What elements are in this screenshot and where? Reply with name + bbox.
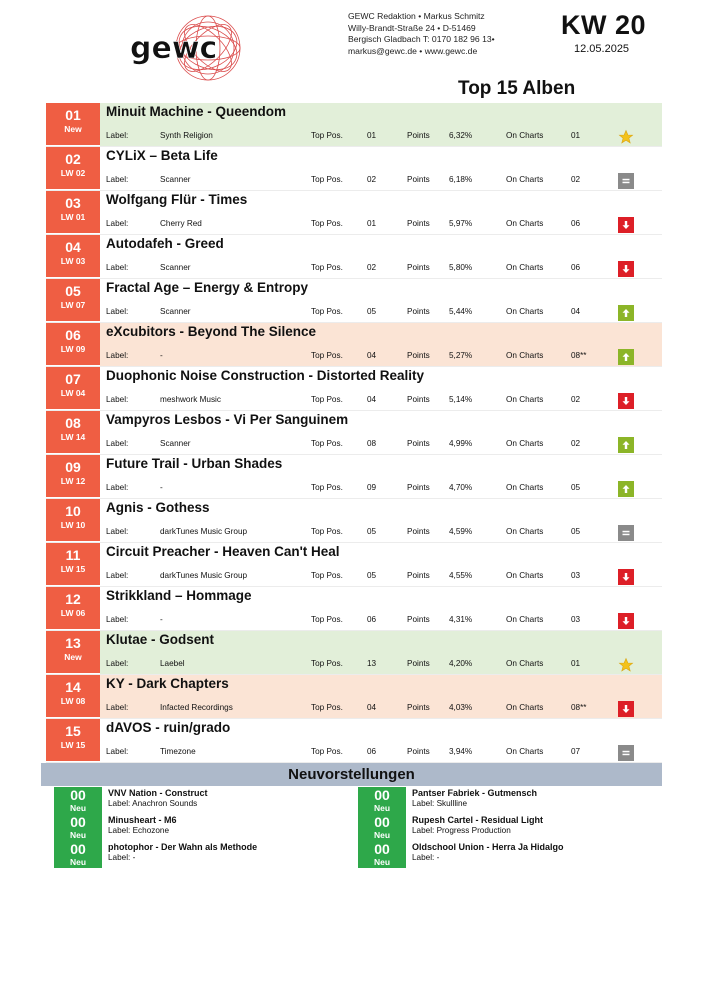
- album-title: Duophonic Noise Construction - Distorted Reality: [106, 368, 425, 383]
- points-value: 5,14%: [449, 395, 473, 404]
- star-icon: [618, 129, 634, 145]
- entry-body: [100, 543, 662, 586]
- rank-badge: [46, 323, 100, 366]
- points-value: 6,32%: [449, 131, 473, 140]
- new-release-label: Label: Progress Production: [412, 826, 511, 835]
- on-charts-caption: On Charts: [506, 307, 544, 316]
- rank-number: 13: [65, 635, 81, 651]
- on-charts-value: 05: [571, 527, 581, 536]
- points-value: 3,94%: [449, 747, 473, 756]
- on-charts-caption: On Charts: [506, 571, 544, 580]
- new-release-label: Label: Skullline: [412, 799, 468, 808]
- record-label: Laebel: [160, 659, 185, 668]
- points-value: 5,97%: [449, 219, 473, 228]
- entry-body: [100, 499, 662, 542]
- on-charts-caption: On Charts: [506, 263, 544, 272]
- last-week: LW 08: [60, 696, 86, 706]
- on-charts-caption: On Charts: [506, 703, 544, 712]
- label-caption: Label:: [106, 483, 129, 492]
- new-release-label: Label: -: [108, 853, 136, 862]
- rank-badge: [46, 455, 100, 498]
- album-title: Vampyros Lesbos - Vi Per Sanguinem: [106, 412, 349, 427]
- album-title: KY - Dark Chapters: [106, 676, 229, 691]
- neu-caption: Neu: [373, 830, 391, 840]
- label-caption: Label:: [106, 219, 129, 228]
- points-caption: Points: [407, 703, 430, 712]
- entry-body: [100, 191, 662, 234]
- last-week: LW 12: [60, 476, 86, 486]
- points-caption: Points: [407, 483, 430, 492]
- entry-body: [100, 411, 662, 454]
- record-label: Infacted Recordings: [160, 703, 233, 712]
- entry-body: [100, 675, 662, 718]
- last-week: LW 15: [60, 740, 86, 750]
- arrow-down-icon: [618, 393, 634, 409]
- new-release-item: [54, 814, 344, 841]
- entry-body: [100, 103, 662, 146]
- chart-row: [46, 719, 662, 763]
- neu-caption: Neu: [69, 803, 87, 813]
- top-pos-value: 13: [367, 659, 377, 668]
- new-release-title: Pantser Fabriek - Gutmensch: [412, 788, 538, 798]
- chart-date: 12.05.2025: [574, 43, 630, 55]
- points-value: 4,59%: [449, 527, 473, 536]
- label-caption: Label:: [106, 395, 129, 404]
- points-caption: Points: [407, 439, 430, 448]
- album-title: Fractal Age – Energy & Entropy: [106, 280, 309, 295]
- record-label: meshwork Music: [160, 395, 221, 404]
- points-caption: Points: [407, 747, 430, 756]
- on-charts-value: 08**: [571, 703, 587, 712]
- album-title: Klutae - Godsent: [106, 632, 215, 647]
- record-label: Scanner: [160, 307, 191, 316]
- points-caption: Points: [407, 351, 430, 360]
- points-caption: Points: [407, 263, 430, 272]
- new-release-label: Label: Anachron Sounds: [108, 799, 198, 808]
- rank-number: 02: [65, 151, 81, 167]
- on-charts-caption: On Charts: [506, 659, 544, 668]
- on-charts-value: 05: [571, 483, 581, 492]
- arrow-up-icon: [618, 437, 634, 453]
- rank-badge: [46, 719, 100, 762]
- album-title: Circuit Preacher - Heaven Can't Heal: [106, 544, 340, 559]
- album-title: CYLiX – Beta Life: [106, 148, 218, 163]
- on-charts-value: 07: [571, 747, 581, 756]
- contact-line: markus@gewc.de • www.gewc.de: [348, 45, 478, 56]
- rank-number: 04: [65, 239, 81, 255]
- album-title: Minuit Machine - Queendom: [106, 104, 287, 119]
- neu-caption: Neu: [373, 857, 391, 867]
- top-pos-value: 09: [367, 483, 377, 492]
- logo-text: gewc: [130, 31, 218, 66]
- points-value: 5,44%: [449, 307, 473, 316]
- record-label: Scanner: [160, 439, 191, 448]
- chart-row: [46, 323, 662, 367]
- neu-badge: [358, 787, 406, 814]
- points-value: 5,27%: [449, 351, 473, 360]
- on-charts-value: 01: [571, 659, 581, 668]
- last-week: LW 03: [60, 256, 86, 266]
- on-charts-value: 06: [571, 263, 581, 272]
- entry-body: [100, 631, 662, 674]
- last-week: New: [64, 124, 82, 134]
- contact-line: GEWC Redaktion • Markus Schmitz: [348, 11, 485, 21]
- last-week: New: [64, 652, 82, 662]
- new-release-item: [358, 814, 648, 841]
- entry-body: [100, 455, 662, 498]
- album-title: dAVOS - ruin/grado: [106, 720, 231, 735]
- points-value: 4,31%: [449, 615, 473, 624]
- on-charts-caption: On Charts: [506, 131, 544, 140]
- star-icon: [618, 657, 634, 673]
- record-label: Timezone: [160, 747, 196, 756]
- rank-number: 11: [65, 547, 81, 563]
- rank-number: 01: [65, 107, 81, 123]
- rank-number: 09: [65, 459, 81, 475]
- points-caption: Points: [407, 175, 430, 184]
- album-title: Agnis - Gothess: [106, 500, 210, 515]
- on-charts-value: 01: [571, 131, 581, 140]
- neu-number: 00: [70, 787, 86, 803]
- rank-badge: [46, 631, 100, 674]
- new-release-label: Label: Echozone: [108, 826, 169, 835]
- entry-body: [100, 323, 662, 366]
- top-pos-value: 06: [367, 747, 377, 756]
- label-caption: Label:: [106, 131, 129, 140]
- chart-row: [46, 191, 662, 235]
- new-release-title: Oldschool Union - Herra Ja Hidalgo: [412, 842, 564, 852]
- arrow-down-icon: [618, 701, 634, 717]
- top-pos-caption: Top Pos.: [311, 307, 343, 316]
- album-chart: [46, 103, 662, 763]
- rank-badge: [46, 543, 100, 586]
- equal-icon: [618, 173, 634, 189]
- top-pos-caption: Top Pos.: [311, 615, 343, 624]
- arrow-down-icon: [618, 613, 634, 629]
- points-caption: Points: [407, 307, 430, 316]
- rank-number: 06: [65, 327, 81, 343]
- chart-row: [46, 543, 662, 587]
- chart-row: [46, 455, 662, 499]
- label-caption: Label:: [106, 439, 129, 448]
- neu-number: 00: [70, 841, 86, 857]
- new-release-item: [358, 787, 648, 814]
- gewc-logo: [128, 12, 246, 84]
- chart-row: [46, 235, 662, 279]
- equal-icon: [618, 525, 634, 541]
- new-release-title: Minusheart - M6: [108, 815, 177, 825]
- rank-number: 14: [65, 679, 81, 695]
- on-charts-value: 02: [571, 395, 581, 404]
- record-label: Cherry Red: [160, 219, 202, 228]
- top-pos-caption: Top Pos.: [311, 131, 343, 140]
- record-label: -: [160, 351, 163, 360]
- top-pos-caption: Top Pos.: [311, 571, 343, 580]
- on-charts-value: 02: [571, 175, 581, 184]
- rank-badge: [46, 499, 100, 542]
- chart-row: [46, 279, 662, 323]
- points-caption: Points: [407, 527, 430, 536]
- rank-badge: [46, 103, 100, 146]
- top-pos-value: 08: [367, 439, 377, 448]
- top-pos-value: 04: [367, 703, 377, 712]
- on-charts-caption: On Charts: [506, 527, 544, 536]
- chart-row: [46, 103, 662, 147]
- arrow-down-icon: [618, 217, 634, 233]
- top-pos-caption: Top Pos.: [311, 483, 343, 492]
- on-charts-value: 08**: [571, 351, 587, 360]
- rank-number: 07: [65, 371, 81, 387]
- label-caption: Label:: [106, 571, 129, 580]
- top-pos-caption: Top Pos.: [311, 659, 343, 668]
- rank-badge: [46, 587, 100, 630]
- rank-badge: [46, 279, 100, 322]
- neu-caption: Neu: [373, 803, 391, 813]
- album-title: eXcubitors - Beyond The Silence: [106, 324, 317, 339]
- last-week: LW 04: [60, 388, 86, 398]
- record-label: darkTunes Music Group: [160, 527, 248, 536]
- last-week: LW 14: [60, 432, 86, 442]
- new-release-item: [358, 841, 648, 868]
- arrow-up-icon: [618, 481, 634, 497]
- new-release-item: [54, 787, 344, 814]
- neu-badge: [54, 787, 102, 814]
- points-value: 5,80%: [449, 263, 473, 272]
- top-pos-value: 02: [367, 175, 377, 184]
- contact-line: Bergisch Gladbach T: 0170 182 96 13•: [348, 34, 495, 44]
- label-caption: Label:: [106, 703, 129, 712]
- points-caption: Points: [407, 659, 430, 668]
- arrow-down-icon: [618, 261, 634, 277]
- label-caption: Label:: [106, 175, 129, 184]
- chart-heading: Top 15 Alben: [458, 78, 576, 99]
- points-value: 4,20%: [449, 659, 473, 668]
- top-pos-value: 04: [367, 395, 377, 404]
- entry-body: [100, 279, 662, 322]
- album-title: Wolfgang Flür - Times: [106, 192, 248, 207]
- arrow-down-icon: [618, 569, 634, 585]
- on-charts-caption: On Charts: [506, 439, 544, 448]
- top-pos-value: 05: [367, 527, 377, 536]
- points-caption: Points: [407, 219, 430, 228]
- rank-badge: [46, 191, 100, 234]
- points-value: 4,03%: [449, 703, 473, 712]
- arrow-up-icon: [618, 349, 634, 365]
- top-pos-caption: Top Pos.: [311, 263, 343, 272]
- equal-icon: [618, 745, 634, 761]
- new-release-title: photophor - Der Wahn als Methode: [108, 842, 258, 852]
- rank-number: 03: [65, 195, 81, 211]
- points-caption: Points: [407, 131, 430, 140]
- on-charts-value: 02: [571, 439, 581, 448]
- top-pos-caption: Top Pos.: [311, 351, 343, 360]
- chart-row: [46, 411, 662, 455]
- neu-badge: [54, 814, 102, 841]
- chart-row: [46, 367, 662, 411]
- last-week: LW 09: [60, 344, 86, 354]
- record-label: Synth Religion: [160, 131, 213, 140]
- arrow-up-icon: [618, 305, 634, 321]
- points-value: 6,18%: [449, 175, 473, 184]
- new-release-item: [54, 841, 344, 868]
- record-label: -: [160, 615, 163, 624]
- neu-caption: Neu: [69, 830, 87, 840]
- on-charts-caption: On Charts: [506, 351, 544, 360]
- contact-block: [348, 11, 495, 57]
- chart-row: [46, 675, 662, 719]
- on-charts-value: 03: [571, 615, 581, 624]
- neu-caption: Neu: [69, 857, 87, 867]
- on-charts-value: 04: [571, 307, 581, 316]
- points-caption: Points: [407, 571, 430, 580]
- on-charts-caption: On Charts: [506, 175, 544, 184]
- record-label: Scanner: [160, 263, 191, 272]
- entry-body: [100, 367, 662, 410]
- on-charts-caption: On Charts: [506, 747, 544, 756]
- top-pos-caption: Top Pos.: [311, 527, 343, 536]
- rank-badge: [46, 367, 100, 410]
- rank-badge: [46, 147, 100, 190]
- record-label: darkTunes Music Group: [160, 571, 248, 580]
- neu-number: 00: [374, 814, 390, 830]
- neu-badge: [54, 841, 102, 868]
- points-caption: Points: [407, 395, 430, 404]
- rank-badge: [46, 411, 100, 454]
- last-week: LW 10: [60, 520, 86, 530]
- rank-number: 15: [65, 723, 81, 739]
- entry-body: [100, 147, 662, 190]
- record-label: Scanner: [160, 175, 191, 184]
- chart-row: [46, 631, 662, 675]
- rank-number: 05: [65, 283, 81, 299]
- chart-row: [46, 587, 662, 631]
- label-caption: Label:: [106, 527, 129, 536]
- label-caption: Label:: [106, 615, 129, 624]
- on-charts-caption: On Charts: [506, 483, 544, 492]
- rank-number: 10: [65, 503, 81, 519]
- new-release-title: Rupesh Cartel - Residual Light: [412, 815, 544, 825]
- entry-body: [100, 719, 662, 762]
- top-pos-value: 05: [367, 571, 377, 580]
- neu-number: 00: [374, 841, 390, 857]
- rank-badge: [46, 675, 100, 718]
- last-week: LW 06: [60, 608, 86, 618]
- label-caption: Label:: [106, 307, 129, 316]
- record-label: -: [160, 483, 163, 492]
- top-pos-caption: Top Pos.: [311, 439, 343, 448]
- top-pos-value: 06: [367, 615, 377, 624]
- neu-number: 00: [70, 814, 86, 830]
- label-caption: Label:: [106, 659, 129, 668]
- on-charts-caption: On Charts: [506, 219, 544, 228]
- neu-badge: [358, 841, 406, 868]
- contact-line: Willy-Brandt-Straße 24 • D-51469: [348, 22, 476, 33]
- rank-number: 12: [65, 591, 81, 607]
- label-caption: Label:: [106, 351, 129, 360]
- album-title: Future Trail - Urban Shades: [106, 456, 283, 471]
- points-caption: Points: [407, 615, 430, 624]
- on-charts-value: 03: [571, 571, 581, 580]
- last-week: LW 02: [60, 168, 86, 178]
- chart-row: [46, 147, 662, 191]
- top-pos-caption: Top Pos.: [311, 703, 343, 712]
- new-release-title: VNV Nation - Construct: [108, 788, 208, 798]
- last-week: LW 15: [60, 564, 86, 574]
- new-release-label: Label: -: [412, 853, 440, 862]
- neu-badge: [358, 814, 406, 841]
- rank-number: 08: [65, 415, 81, 431]
- label-caption: Label:: [106, 747, 129, 756]
- points-value: 4,99%: [449, 439, 473, 448]
- label-caption: Label:: [106, 263, 129, 272]
- neu-number: 00: [374, 787, 390, 803]
- new-releases-heading: Neuvorstellungen: [41, 763, 662, 786]
- last-week: LW 01: [60, 212, 86, 222]
- top-pos-value: 01: [367, 219, 377, 228]
- rank-badge: [46, 235, 100, 278]
- on-charts-value: 06: [571, 219, 581, 228]
- on-charts-caption: On Charts: [506, 395, 544, 404]
- on-charts-caption: On Charts: [506, 615, 544, 624]
- top-pos-caption: Top Pos.: [311, 175, 343, 184]
- top-pos-value: 04: [367, 351, 377, 360]
- points-value: 4,70%: [449, 483, 473, 492]
- entry-body: [100, 235, 662, 278]
- top-pos-value: 05: [367, 307, 377, 316]
- album-title: Autodafeh - Greed: [106, 236, 224, 251]
- top-pos-caption: Top Pos.: [311, 219, 343, 228]
- points-value: 4,55%: [449, 571, 473, 580]
- top-pos-caption: Top Pos.: [311, 747, 343, 756]
- top-pos-value: 02: [367, 263, 377, 272]
- entry-body: [100, 587, 662, 630]
- chart-row: [46, 499, 662, 543]
- album-title: Strikkland – Hommage: [106, 588, 252, 603]
- top-pos-value: 01: [367, 131, 377, 140]
- top-pos-caption: Top Pos.: [311, 395, 343, 404]
- calendar-week: KW 20: [561, 10, 647, 40]
- last-week: LW 07: [60, 300, 86, 310]
